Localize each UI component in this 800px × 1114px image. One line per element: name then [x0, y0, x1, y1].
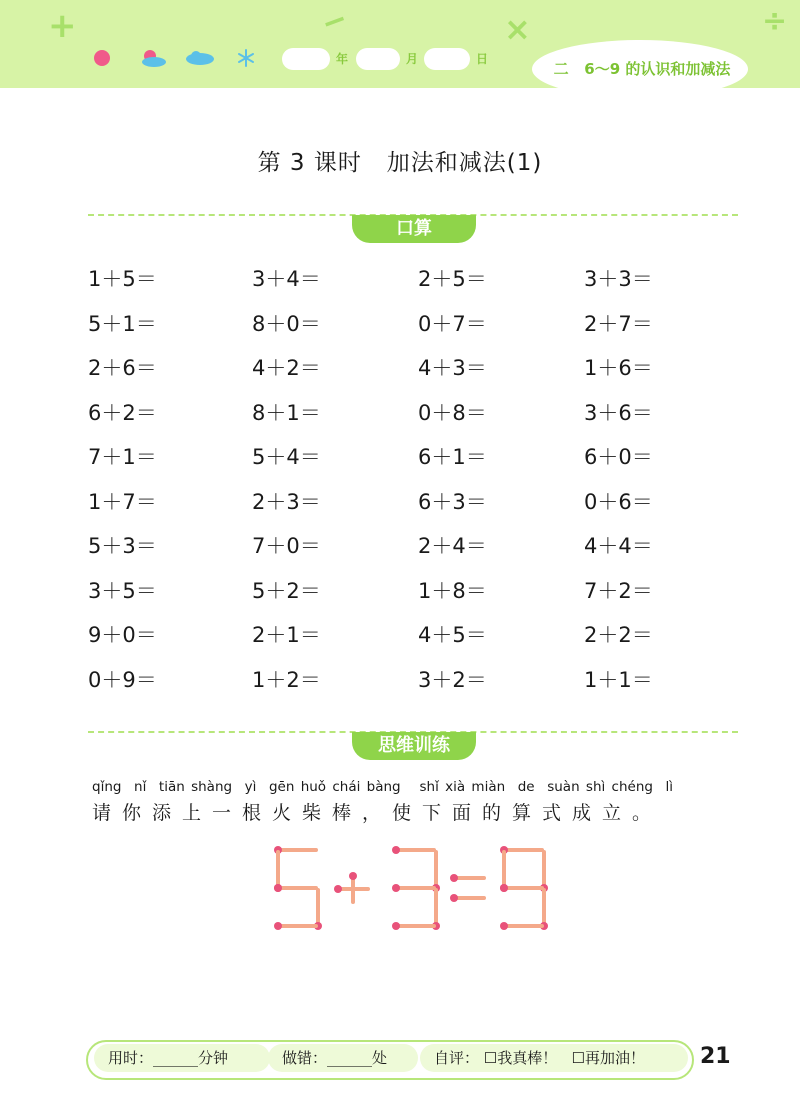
math-problem: 2＋3＝: [252, 489, 321, 514]
lesson-title: 第 3 课时 加法和减法(1): [257, 150, 543, 176]
math-problem: 2＋6＝: [88, 356, 157, 380]
year-label: 年: [336, 52, 349, 66]
match-equals-sign: [450, 874, 486, 902]
partly-cloudy-icon[interactable]: [138, 48, 168, 68]
math-problem: 3＋4＝: [252, 267, 321, 291]
math-problem: 1＋5＝: [88, 267, 157, 291]
unit-name: 6～9 的认识和加减法: [584, 60, 731, 78]
math-problem: 0＋6＝: [584, 489, 653, 514]
month-label: 月: [406, 52, 419, 66]
math-problem: 3＋6＝: [584, 400, 653, 425]
math-problem: 5＋2＝: [252, 578, 321, 603]
match-digit-9: [500, 846, 548, 930]
divide-decoration: ÷: [762, 4, 788, 39]
thinking-training-tab: 思维训练: [352, 732, 476, 760]
errors-field[interactable]: 做错：______处: [268, 1044, 418, 1072]
sunny-icon[interactable]: [92, 48, 112, 68]
self-eval-label: 自评：: [434, 1049, 480, 1067]
snow-icon[interactable]: [236, 48, 256, 68]
math-problem: 1＋6＝: [584, 356, 653, 380]
math-problem: 6＋1＝: [418, 445, 487, 469]
math-problem: 0＋9＝: [88, 667, 157, 692]
math-problem: 6＋0＝: [584, 445, 653, 469]
instruction-text: 请你添上一根火柴棒，使下面的算式成立。: [92, 802, 663, 824]
plus-decoration: +: [48, 6, 77, 46]
math-problem: 9＋0＝: [88, 623, 157, 647]
math-problem: 2＋7＝: [584, 311, 653, 336]
match-digit-3: [392, 846, 440, 930]
math-problem: 0＋8＝: [418, 400, 487, 425]
math-problem: 6＋2＝: [88, 400, 157, 425]
cloudy-icon[interactable]: [184, 48, 216, 68]
year-field[interactable]: [282, 48, 330, 70]
math-problem: 8＋1＝: [252, 400, 321, 425]
math-problem: 6＋3＝: [418, 489, 487, 514]
match-plus-sign: [334, 872, 370, 904]
math-problem: 4＋4＝: [584, 534, 653, 558]
mental-math-tab: 口算: [352, 215, 476, 243]
math-problem: 0＋7＝: [418, 311, 487, 336]
math-problem: 7＋0＝: [252, 534, 321, 558]
self-evaluation: [420, 1044, 688, 1072]
math-problem: 4＋2＝: [252, 356, 321, 380]
math-problem: 4＋5＝: [418, 623, 487, 647]
math-problem: 1＋2＝: [252, 667, 321, 692]
math-problem: 7＋1＝: [88, 445, 157, 469]
self-eval-option-try-harder[interactable]: ☐再加油！: [571, 1049, 646, 1067]
math-problem: 4＋3＝: [418, 356, 487, 380]
minus-decoration: −: [316, 0, 353, 43]
time-field[interactable]: 用时：______分钟: [94, 1044, 270, 1072]
math-problem: 5＋1＝: [88, 311, 157, 336]
math-problem: 3＋3＝: [584, 267, 653, 291]
self-eval-option-great[interactable]: ☐我真棒！: [483, 1049, 558, 1067]
unit-number: 二: [553, 60, 569, 78]
pinyin-line: qǐng nǐ tiān shàng yì gēn huǒ chái bàng shǐ xià miàn de suàn shì chéng lì: [92, 779, 674, 795]
unit-title: [540, 58, 744, 79]
matchstick-equation: [268, 840, 568, 940]
math-problem: 2＋5＝: [418, 267, 487, 291]
math-problem: 8＋0＝: [252, 311, 321, 336]
math-problem: 1＋8＝: [418, 578, 487, 603]
math-problem: 2＋4＝: [418, 534, 487, 558]
match-digit-5: [274, 846, 322, 930]
math-problem: 5＋4＝: [252, 445, 321, 469]
math-problem: 1＋7＝: [88, 489, 157, 514]
math-problem: 5＋3＝: [88, 534, 157, 558]
math-problem: 1＋1＝: [584, 667, 653, 692]
math-problem: 3＋2＝: [418, 667, 487, 692]
page-number: 21: [700, 1044, 731, 1069]
day-field[interactable]: [424, 48, 470, 70]
math-problem: 2＋2＝: [584, 623, 653, 647]
times-decoration: ×: [504, 10, 531, 48]
math-problem: 3＋5＝: [88, 578, 157, 603]
math-problem: 7＋2＝: [584, 578, 653, 603]
month-field[interactable]: [356, 48, 400, 70]
math-problem: 2＋1＝: [252, 623, 321, 647]
day-label: 日: [476, 52, 489, 66]
